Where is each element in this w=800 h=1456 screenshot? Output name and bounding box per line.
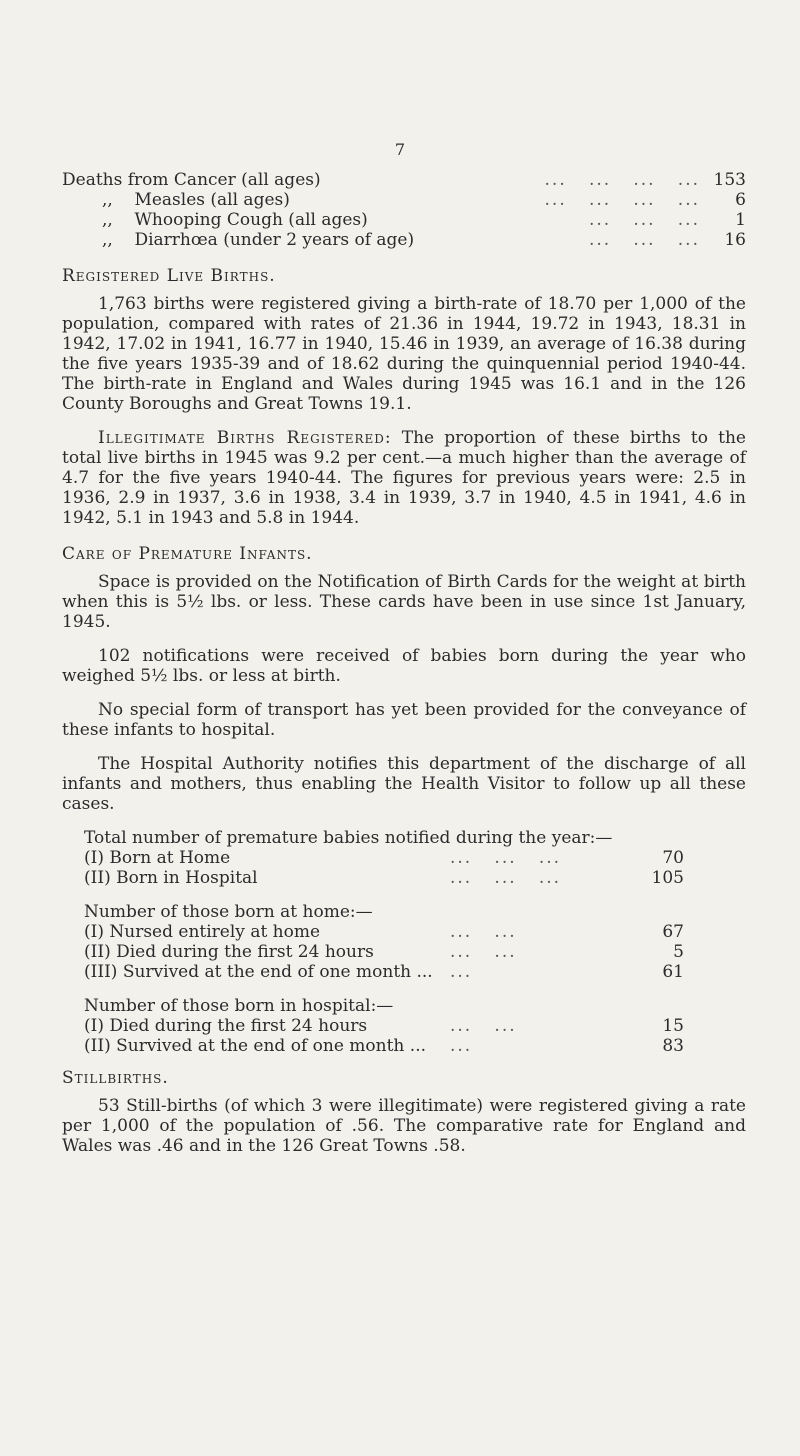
deaths-row	[62, 190, 746, 210]
row-value: 105	[651, 868, 684, 888]
table-row	[84, 922, 684, 942]
leader-dots: ... ... ...	[450, 848, 562, 868]
deaths-row	[62, 230, 746, 250]
deaths-list	[62, 170, 746, 250]
live-births-paragraph: 1,763 births were registered giving a birth-rate of 18.70 per 1,000 of the population, compared with rates of 21.36 in 1944, 19.72 in 1943, 18.31 in 1942, 17.02 in 1941, 16.77 in 1940, 15.46 in 1939, an average of 16.38 during the five years 1935-39 and of 18.62 during the quinquennial period 1940-44. The birth-rate in England and Wales during 1945 was 16.1 and in the 126 County Boroughs and Great Towns 19.1.	[62, 294, 746, 414]
deaths-label: Cancer (all ages)	[173, 170, 321, 190]
table-row	[84, 962, 684, 982]
stillbirths-paragraph: 53 Still-births (of which 3 were illegitimate) were registered giving a rate per 1,000 of the population of .56. The comparative rate for England and Wales was .46 and in the 126 Great Towns .58.	[62, 1096, 746, 1156]
table-row	[84, 1036, 684, 1056]
section-heading-premature: Care of Premature Infants.	[62, 544, 313, 564]
row-label: (I) Nursed entirely at home	[84, 922, 321, 942]
row-label: (I) Died during the first 24 hours	[84, 1016, 368, 1036]
row-value: 15	[662, 1016, 684, 1036]
home-births-heading: Number of those born at home:—	[84, 902, 373, 922]
deaths-label: Measles (all ages)	[134, 190, 290, 210]
deaths-value: 153	[713, 170, 746, 190]
row-label: (I) Born at Home	[84, 848, 231, 868]
leader-dots: ... ... ... ...	[544, 190, 700, 210]
row-value: 67	[662, 922, 684, 942]
total-premature-heading: Total number of premature babies notified during the year:—	[84, 828, 613, 848]
row-value: 70	[662, 848, 684, 868]
page-number: 7	[394, 140, 406, 159]
deaths-lead: Deaths from	[62, 170, 169, 190]
deaths-label: Diarrhœa (under 2 years of age)	[134, 230, 415, 250]
deaths-value: 16	[724, 230, 746, 250]
premature-paragraph-1: Space is provided on the Notification of Birth Cards for the weight at birth when this is 5½ lbs. or less. These cards have been in use since 1st January, 1945.	[62, 572, 746, 632]
leader-dots: ... ...	[450, 1016, 517, 1036]
leader-dots: ... ... ...	[588, 230, 700, 250]
row-value: 5	[673, 942, 684, 962]
deaths-row	[62, 170, 746, 190]
illegitimate-paragraph	[62, 428, 746, 528]
row-value: 61	[662, 962, 684, 982]
section-heading-illegitimate: Illegitimate Births Registered:	[98, 428, 392, 448]
section-heading-stillbirths: Stillbirths.	[62, 1068, 169, 1088]
deaths-value: 1	[735, 210, 746, 230]
row-label: (III) Survived at the end of one month ...	[84, 962, 433, 982]
row-label: (II) Born in Hospital	[84, 868, 258, 888]
leader-dots: ... ... ...	[450, 868, 562, 888]
hospital-births-table	[62, 1016, 684, 1056]
row-label: (II) Survived at the end of one month ...	[84, 1036, 427, 1056]
row-value: 83	[662, 1036, 684, 1056]
leader-dots: ... ... ... ...	[544, 170, 700, 190]
ditto-mark: ,,	[102, 230, 113, 250]
table-row	[84, 848, 684, 868]
hospital-births-heading: Number of those born in hospital:—	[84, 996, 394, 1016]
illegitimate-text: The proportion of these births to the total live births in 1945 was 9.2 per cent.—a much higher than the average of 4.7 for the five years 1940-44. The figures for previous years were: 2.5 in 1936, 2.9 in 1937, 3.6 in 1938, 3.4 in 1939, 3.7 in 1940, 4.5 in 1941, 4.6 in 1942, 5.1 in 1943 and 5.8 in 1944.	[62, 428, 746, 528]
ditto-mark: ,,	[102, 210, 113, 230]
premature-paragraph-3: No special form of transport has yet been provided for the conveyance of these infants to hospital.	[62, 700, 746, 740]
page-content	[62, 170, 746, 1156]
home-births-table	[62, 922, 684, 982]
deaths-value: 6	[735, 190, 746, 210]
leader-dots: ... ...	[450, 942, 517, 962]
row-label: (II) Died during the first 24 hours	[84, 942, 374, 962]
ditto-mark: ,,	[102, 190, 113, 210]
table-row	[84, 1016, 684, 1036]
leader-dots: ... ... ...	[588, 210, 700, 230]
premature-paragraph-4: The Hospital Authority notifies this department of the discharge of all infants and mothers, thus enabling the Health Visitor to follow up all these cases.	[62, 754, 746, 814]
leader-dots: ... ...	[450, 922, 517, 942]
deaths-row	[62, 210, 746, 230]
total-premature-table	[62, 848, 684, 888]
section-heading-live-births: Registered Live Births.	[62, 266, 276, 286]
table-row	[84, 942, 684, 962]
leader-dots: ...	[450, 962, 473, 982]
premature-paragraph-2: 102 notifications were received of babies born during the year who weighed 5½ lbs. or less at birth.	[62, 646, 746, 686]
leader-dots: ...	[450, 1036, 473, 1056]
deaths-label: Whooping Cough (all ages)	[134, 210, 368, 230]
table-row	[84, 868, 684, 888]
